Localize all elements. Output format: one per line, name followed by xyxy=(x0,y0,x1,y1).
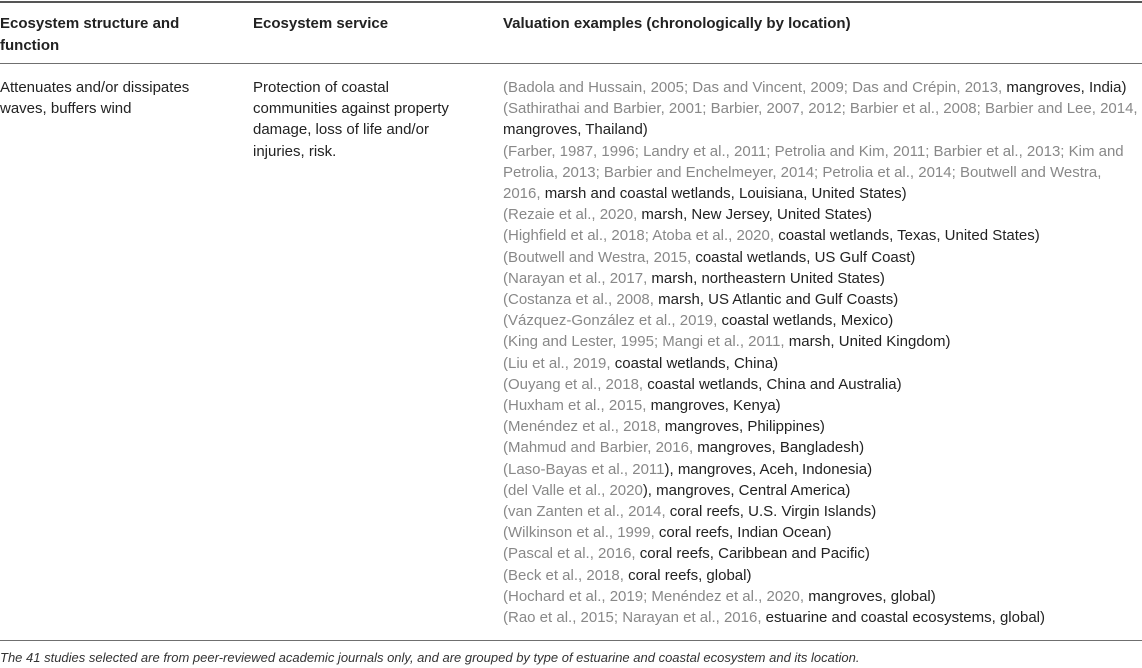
entry-location: coral reefs, U.S. Virgin Islands) xyxy=(665,503,877,521)
valuation-entry xyxy=(503,586,1142,607)
entry-citation[interactable]: (del Valle et al., 2020 xyxy=(503,481,643,499)
entry-location: coral reefs, global) xyxy=(623,566,752,584)
entry-location: mangroves, Philippines) xyxy=(660,418,825,436)
entry-citation[interactable]: (Mahmud and Barbier, 2016, xyxy=(503,439,694,457)
entry-location: marsh, United Kingdom) xyxy=(784,333,951,351)
table-footnote: The 41 studies selected are from peer-reviewed academic journals only, and are grouped by type of estuarine and coastal ecosystem and its location. xyxy=(0,650,860,665)
entry-location: marsh, New Jersey, United States) xyxy=(637,206,873,224)
valuation-entry xyxy=(503,543,1142,564)
entry-citation[interactable]: (Farber, 1987, 1996; Landry et al., 2011; Petrolia and Kim, 2011; Barbier et al., 2013; Kim and Petrolia, 2013; Barbier and Enchelmeyer, 2014; Petrolia et al., 2014; Boutwell and Westra, 2016, xyxy=(503,142,1124,203)
entry-location: marsh and coastal wetlands, Louisiana, United States) xyxy=(540,185,907,203)
valuation-entry xyxy=(503,522,1142,543)
entry-citation[interactable]: (Hochard et al., 2019; Menéndez et al., 2020, xyxy=(503,587,805,605)
cell-structure: Attenuates and/or dissipates waves, buffers wind xyxy=(0,79,190,118)
valuation-entry xyxy=(503,247,1142,268)
entry-location: coral reefs, Caribbean and Pacific) xyxy=(635,545,870,563)
entry-citation[interactable]: (Rezaie et al., 2020, xyxy=(503,206,638,224)
valuation-entry xyxy=(503,268,1142,289)
entry-citation[interactable]: (Sathirathai and Barbier, 2001; Barbier, 2007, 2012; Barbier et al., 2008; Barbier and Lee, 2014, xyxy=(503,100,1138,118)
entry-citation[interactable]: (Highfield et al., 2018; Atoba et al., 2020, xyxy=(503,227,775,245)
entry-location: ), mangroves, Aceh, Indonesia) xyxy=(664,460,873,478)
entry-location: marsh, northeastern United States) xyxy=(647,269,885,287)
entry-location: mangroves, global) xyxy=(804,587,936,605)
table-top-rule xyxy=(0,1,1142,3)
entry-location: mangroves, India) xyxy=(1002,79,1127,96)
valuation-entry xyxy=(503,98,1142,140)
valuation-entry xyxy=(503,437,1142,458)
entry-citation[interactable]: (Badola and Hussain, 2005; Das and Vincent, 2009; Das and Crépin, 2013, xyxy=(503,79,1003,96)
entry-citation[interactable]: (Beck et al., 2018, xyxy=(503,566,624,584)
valuation-entry xyxy=(503,395,1142,416)
entry-location: coastal wetlands, China and Australia) xyxy=(643,375,902,393)
entry-location: mangroves, Bangladesh) xyxy=(693,439,865,457)
entry-citation[interactable]: (Costanza et al., 2008, xyxy=(503,291,654,309)
valuation-entry xyxy=(503,225,1142,246)
entry-citation[interactable]: (Pascal et al., 2016, xyxy=(503,545,636,563)
entry-citation[interactable]: (Vázquez-González et al., 2019, xyxy=(503,312,718,330)
valuation-entry xyxy=(503,565,1142,586)
entry-citation[interactable]: (Ouyang et al., 2018, xyxy=(503,375,644,393)
header-valuation: Valuation examples (chronologically by location) xyxy=(503,15,851,32)
entry-location: coastal wetlands, China) xyxy=(610,354,779,372)
valuation-entry xyxy=(503,501,1142,522)
entry-citation[interactable]: (Menéndez et al., 2018, xyxy=(503,418,661,436)
valuation-entry xyxy=(503,204,1142,225)
entry-citation[interactable]: (Huxham et al., 2015, xyxy=(503,397,647,415)
cell-valuation xyxy=(503,77,1142,628)
entry-location: ), mangroves, Central America) xyxy=(642,481,851,499)
valuation-entry xyxy=(503,289,1142,310)
entry-location: coastal wetlands, Mexico) xyxy=(717,312,894,330)
valuation-entry xyxy=(503,459,1142,480)
valuation-entry xyxy=(503,353,1142,374)
valuation-entry xyxy=(503,374,1142,395)
valuation-entry xyxy=(503,480,1142,501)
entry-location: coastal wetlands, Texas, United States) xyxy=(774,227,1040,245)
entry-citation[interactable]: (Wilkinson et al., 1999, xyxy=(503,524,655,542)
entry-location: coral reefs, Indian Ocean) xyxy=(654,524,832,542)
valuation-entry xyxy=(503,77,1142,98)
entry-citation[interactable]: (Liu et al., 2019, xyxy=(503,354,611,372)
table-bottom-rule xyxy=(0,640,1142,641)
table-header-rule xyxy=(0,63,1142,64)
header-service: Ecosystem service xyxy=(253,15,389,32)
valuation-entry xyxy=(503,310,1142,331)
entry-location: estuarine and coastal ecosystems, global) xyxy=(761,609,1045,627)
valuation-entry xyxy=(503,607,1142,628)
entry-location: mangroves, Thailand) xyxy=(503,121,648,139)
entry-location: mangroves, Kenya) xyxy=(646,397,781,415)
header-structure: Ecosystem structure and function xyxy=(0,15,180,54)
entry-citation[interactable]: (Narayan et al., 2017, xyxy=(503,269,648,287)
entry-citation[interactable]: (van Zanten et al., 2014, xyxy=(503,503,666,521)
entry-citation[interactable]: (Rao et al., 2015; Narayan et al., 2016, xyxy=(503,609,762,627)
entry-citation[interactable]: (King and Lester, 1995; Mangi et al., 2011, xyxy=(503,333,785,351)
entry-location: marsh, US Atlantic and Gulf Coasts) xyxy=(653,291,899,309)
cell-service: Protection of coastal communities against property damage, loss of life and/or injuries, risk. xyxy=(253,79,449,160)
valuation-entry xyxy=(503,141,1142,205)
valuation-entry xyxy=(503,416,1142,437)
entry-citation[interactable]: (Laso-Bayas et al., 2011 xyxy=(503,460,665,478)
valuation-entry xyxy=(503,331,1142,352)
entry-location: coastal wetlands, US Gulf Coast) xyxy=(691,248,916,266)
entry-citation[interactable]: (Boutwell and Westra, 2015, xyxy=(503,248,692,266)
